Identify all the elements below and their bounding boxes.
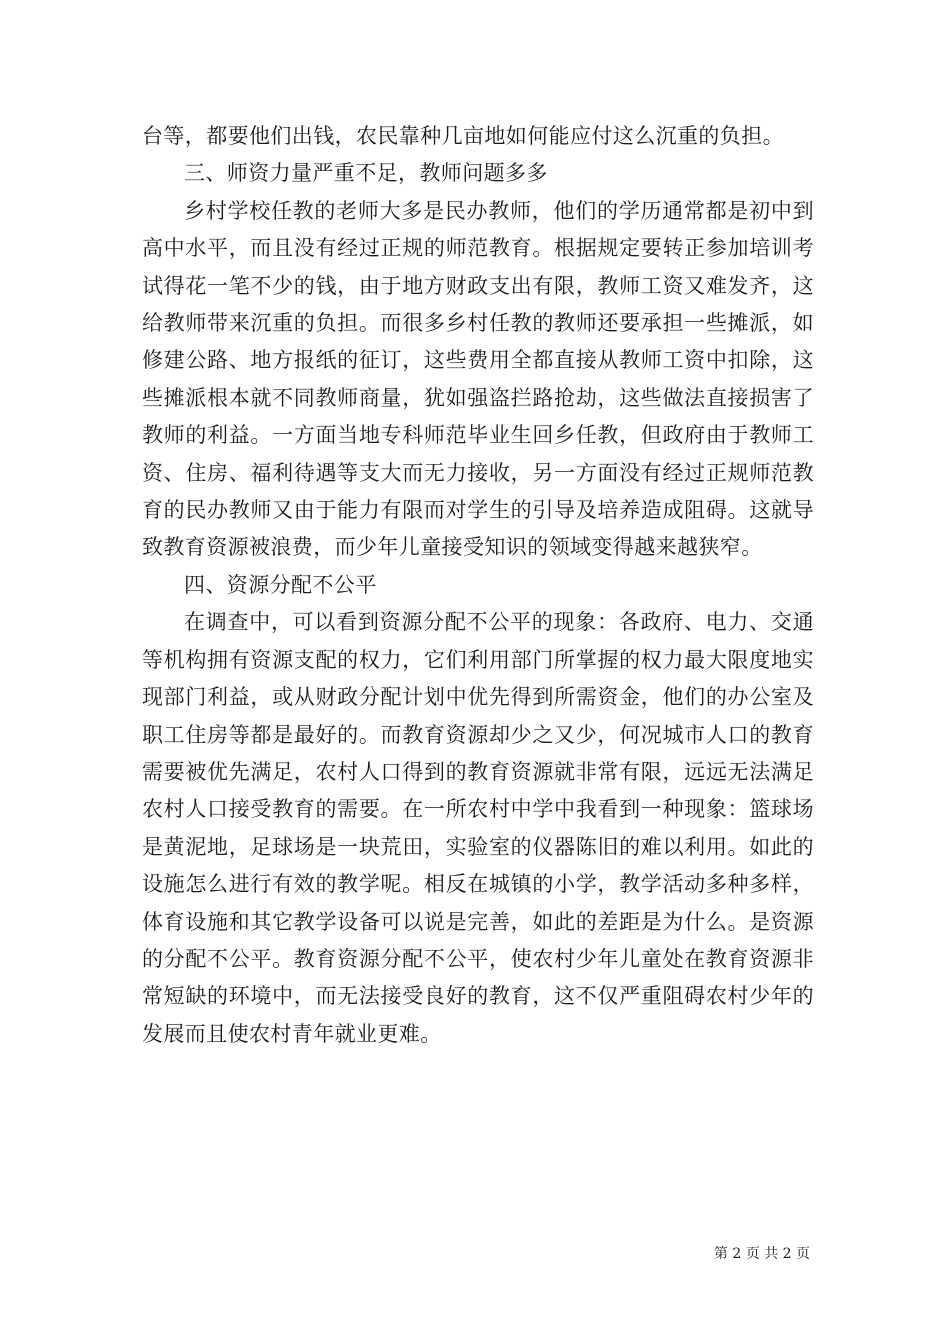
section-heading-resources: 四、资源分配不公平 [184, 572, 377, 597]
document-body [142, 118, 814, 1053]
section-heading-teachers: 三、师资力量严重不足，教师问题多多 [184, 161, 548, 186]
paragraph-continuation: 台等，都要他们出钱，农民靠种几亩地如何能应付这么沉重的负担。 [142, 124, 784, 148]
paragraph-resources: 在调查中，可以看到资源分配不公平的现象：各政府、电力、交通等机构拥有资源支配的权力，它们利用部门所掌握的权力最大限度地实现部门利益，或从财政分配计划中优先得到所需资金，他们的办公室及职工住房等都是最好的。而教育资源却少之又少，何况城市人口的教育需要被优先满足，农村人口得到的教育资源就非常有限，远远无法满足农村人口接受教育的需要。在一所农村中学中我看到一种现象：篮球场是黄泥地，足球场是一块荒田，实验室的仪器陈旧的难以利用。如此的设施怎么进行有效的教学呢。相反在城镇的小学，教学活动多种多样，体育设施和其它教学设备可以说是完善，如此的差距是为什么。是资源的分配不公平。教育资源分配不公平，使农村少年儿童处在教育资源非常短缺的环境中，而无法接受良好的教育，这不仅严重阻碍农村少年的发展而且使农村青年就业更难。 [142, 610, 814, 1046]
page-number-footer: 第 2 页 共 2 页 [713, 1246, 810, 1262]
paragraph-teachers: 乡村学校任教的老师大多是民办教师，他们的学历通常都是初中到高中水平，而且没有经过正规的师范教育。根据规定要转正参加培训考试得花一笔不少的钱，由于地方财政支出有限，教师工资又难发齐，这给教师带来沉重的负担。而很多乡村任教的教师还要承担一些摊派，如修建公路、地方报纸的征订，这些费用全都直接从教师工资中扣除，这些摊派根本就不同教师商量，犹如强盗拦路抢劫，这些做法直接损害了教师的利益。一方面当地专科师范毕业生回乡任教，但政府由于教师工资、住房、福利待遇等支大而无力接收，另一方面没有经过正规师范教育的民办教师又由于能力有限而对学生的引导及培养造成阻碍。这就导致教育资源被浪费，而少年儿童接受知识的领域变得越来越狭窄。 [142, 198, 814, 560]
